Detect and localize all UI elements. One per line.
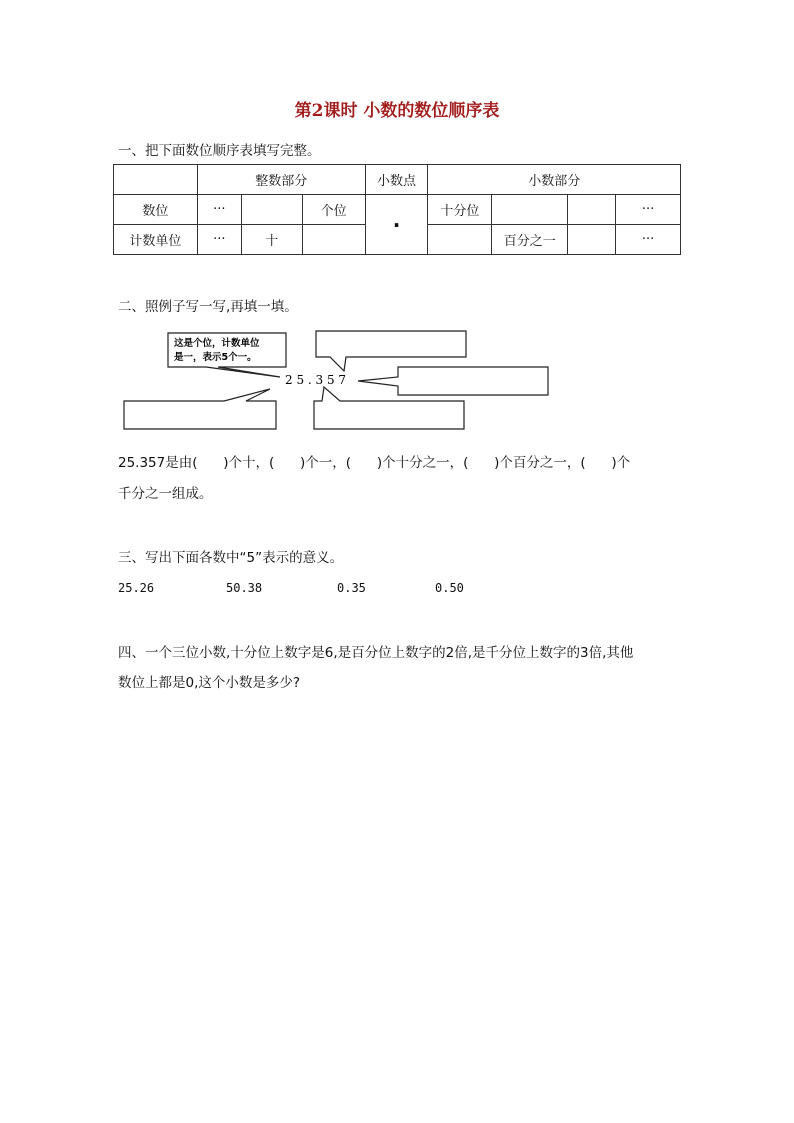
answer-callout-tens[interactable]	[124, 389, 276, 429]
decimal-point-cell: ·	[365, 195, 428, 255]
unit-cell: 十	[241, 225, 302, 255]
place-cell-blank[interactable]	[568, 195, 616, 225]
place-cell: 十分位	[428, 195, 492, 225]
row-label-unit: 计数单位	[114, 225, 198, 255]
place-cell: ···	[197, 195, 241, 225]
unit-cell-blank[interactable]	[568, 225, 616, 255]
table-header-row	[114, 165, 681, 195]
table-corner-cell	[114, 165, 198, 195]
header-integer-part: 整数部分	[197, 165, 365, 195]
unit-cell-blank[interactable]	[428, 225, 492, 255]
table-row-place	[114, 195, 681, 225]
question-4-line2: 数位上都是0,这个小数是多少?	[118, 675, 301, 691]
place-value-table	[113, 164, 681, 255]
question-2-prompt: 二、照例子写一写,再填一填。	[118, 299, 298, 315]
unit-cell-blank[interactable]	[302, 225, 365, 255]
value-item: 0.35	[337, 581, 366, 595]
value-item: 50.38	[226, 581, 263, 595]
header-decimal-point: 小数点	[365, 165, 428, 195]
answer-callout-tenths[interactable]	[316, 331, 466, 371]
place-cell-blank[interactable]	[492, 195, 568, 225]
question-2-fill-line1: 25.357是由( )个十，( )个一，( )个十分之一，( )个百分之一，( )个	[118, 455, 631, 471]
unit-cell: ···	[197, 225, 241, 255]
question-1-prompt: 一、把下面数位顺序表填写完整。	[118, 143, 321, 159]
question-4-line1: 四、一个三位小数,十分位上数字是6,是百分位上数字的2倍,是千分位上数字的3倍,其他	[118, 645, 634, 661]
question-2-fill-line2: 千分之一组成。	[118, 486, 213, 502]
question-3-prompt: 三、写出下面各数中“5”表示的意义。	[118, 550, 344, 566]
answer-callout-thousandths[interactable]	[358, 367, 548, 395]
callout-diagram	[118, 325, 558, 435]
row-label-place: 数位	[114, 195, 198, 225]
place-cell: 个位	[302, 195, 365, 225]
value-item: 0.50	[435, 581, 464, 595]
place-cell: ···	[616, 195, 681, 225]
header-decimal-part: 小数部分	[428, 165, 681, 195]
example-number: 2 5 . 3 5 7	[285, 373, 347, 387]
unit-cell: 百分之一	[492, 225, 568, 255]
place-cell-blank[interactable]	[241, 195, 302, 225]
value-item: 25.26	[118, 581, 155, 595]
example-text-line2: 是一，表示5个一。	[174, 352, 257, 363]
unit-cell: ···	[616, 225, 681, 255]
page-title: 第2课时 小数的数位顺序表	[294, 101, 500, 121]
example-text-line1: 这是个位，计数单位	[174, 338, 260, 349]
